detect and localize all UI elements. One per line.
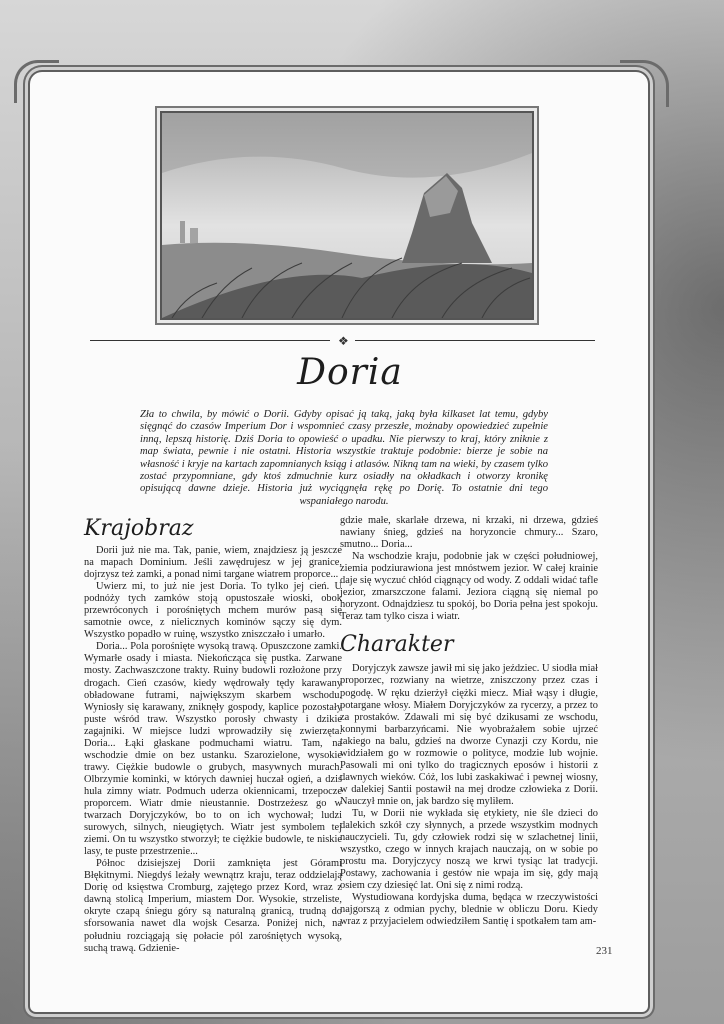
paragraph: Północ dzisiejszej Dorii zamknięta jest Górami Błękitnymi. Niegdyś leżały wewnątrz kraju, teraz oddzielają Dorię od księstwa Cromburg, zajętego przez Kord, wraz z dawną stolicą Imperium, miastem Dor. Wysokie, strzeliste, okryte czapą śniegu góry są naturalną granicą, trudną do sforsowania nawet dla wojsk Cesarza. Poniżej nich, na południu rozciągają się połacie pól zarośniętych wysoką, suchą trawą. Gdzienie- [84, 858, 342, 954]
section-heading-charakter: Charakter [340, 632, 454, 658]
text-column-left [84, 515, 342, 955]
paragraph: Na wschodzie kraju, podobnie jak w części południowej, ziemia podziurawiona jest mnóstwem jezior. W całej krainie daje się wyczuć chłód ciągnący od wody. Z oddali widać tafle jezior, zmarszczone falami. Jeziora ciągną się niemal po horyzont. Odnajdziesz tu spokój, bo Doria pełna jest spokoju. Teraz tam tylko cisza i wiatr. [340, 551, 598, 623]
title-divider [90, 334, 595, 348]
paragraph: Tu, w Dorii nie wykłada się etykiety, nie śle dzieci do dalekich szkół czy słynnych, a przede wszystkim modnych nauczycieli. Tu, gdy człowiek rodzi się w szlachetnej linii, wszystko, czego w innych krajach nauczają, on w sobie po prostu ma. Doryjczycy noszą we krwi tysiąc lat tradycji. Postawy, zachowania i gestów nie wpaja im się, gdy mają osiem czy dziesięć lat. Oni się z nimi rodzą. [340, 807, 598, 892]
paragraph: Doryjczyk zawsze jawił mi się jako jeździec. U siodła miał proporzec, rozwiany na wietrze, zniszczony przez czas i pogodę. W ręku dzierżył ciężki miecz. Miał wąsy i długie, potargane włosy. Miałem Doryjczyków za rycerzy, a przez to za prostaków. Zdawali mi się być dzikusami ze wschodu, konnymi barbarzyńcami. Nie wyobrażałem sobie ujrzeć takiego na balu, gdzieś na dworze Cynazji czy Kordu, nie widziałem go w rozmowie o polityce, modzie lub wojnie. Pasowali mi oni tylko do tragicznych eposów i historii z dawnych wieków. Cóż, los lubi zaskakiwać i pewnej wiosny, w dalekiej Santii postawił na mej drodze człowieka z Dorii. Nauczył mnie on, jak bardzo się myliłem. [340, 663, 598, 807]
paragraph: Doria... Pola porośnięte wysoką trawą. Opuszczone zamki. Wymarłe osady i miasta. Niekończąca się pustka. Zarwane mosty. Zachwaszczone trakty. Ruiny budowli rozłożone przy drogach. Cień czasów, kiedy wędrowały tędy karawany obładowane futrami, największym skarbem wschodu. Wyniosły się karawany, zniknęły gospody, kaplice pozostały puste wśród traw. Wszystko porosły chwasty i dzikie zagajniki. W miejsce ludzi wprowadziły się zwierzęta. Doria... Łąki głaskane podmuchami wiatru. Tam, na wschodzie dmie on bez ustanku. Szarozielone, wysokie trawy. Ciężkie budowle o grubych, masywnych murach. Olbrzymie kominki, w których dawniej huczał ogień, a dziś hula zimny wiatr. Podmuch uderza okiennicami, trzepocze proporcem. Wiatr dmie nieustannie. Dostrzeżesz go w twarzach Doryjczyków, bo to on ich wychował; ludzi surowych, silnych, nieugiętych. Wiatr jest symbolem tej ziemi. On tu wszystko stworzył; te ciężkie budowle, te niskie lasy, te puste przestrzenie... [84, 641, 342, 858]
text-column-right [340, 515, 598, 928]
fleuron-icon: ❖ [338, 334, 349, 348]
intro-paragraph: Zła to chwila, by mówić o Dorii. Gdyby opisać ją taką, jaką była kilkaset lat temu, gdyby sięgnąć do czasów Imperium Dor i wspomnieć czasy przeszłe, możnaby opowiedzieć zupełnie inną, lepszą historię. Dziś Doria to opowieść o upadku. Nie pierwszy to kraj, który zniknie z map świata, pewnie i nie ostatni. Historia wszystkie traktuje podobnie: bierze je sobie na własność i kryje na kartach zapomnianych ksiąg i atlasów. Nikną tam na wieki, by czasem tylko zostać przypomniane, gdy ktoś zdmuchnie kurz osiadły na okładkach i otworzy kronikę opisującą dawne dzieje. Historia już wyciągnęła rękę po Dorię. To ostatnie dni tego wspaniałego narodu. [140, 409, 548, 507]
paragraph: Uwierz mi, to już nie jest Doria. To tylko jej cień. U podnóży tych zamków stoją opustoszałe wioski, obok przewróconych i porośniętych mchem murów pasą się samotnie owce, z nielicznych kominów sączy się dym. Wszystko popadło w ruinę, wszystko zniszczało i umarło. [84, 581, 342, 641]
section-heading-krajobraz: Krajobraz [84, 516, 194, 541]
chapter-title: Doria [297, 352, 403, 393]
paragraph: Wystudiowana kordyjska duma, będąca w rzeczywistości najgorszą z odmian pychy, blednie w obliczu Doru. Kiedy wraz z przyjacielem odwiedziłem Santię i spotkałem tam am- [340, 892, 598, 928]
paragraph: Dorii już nie ma. Tak, panie, wiem, znajdziesz ją jeszcze na mapach Dominium. Jeśli zawędrujesz w jej granice, dojrzysz też zamki, a ponad nimi targane wiatrem proporce... [84, 545, 342, 581]
paragraph-continued: gdzie małe, skarlałe drzewa, ni krzaki, ni drzewa, gdzieś nawiany śnieg, gdzieś na horyzoncie chmury... Szaro, smutno... Doria... [340, 515, 598, 551]
divider-line-left [90, 340, 330, 341]
divider-line-right [355, 340, 595, 341]
landscape-illustration [160, 111, 534, 320]
page-number: 231 [596, 945, 613, 957]
